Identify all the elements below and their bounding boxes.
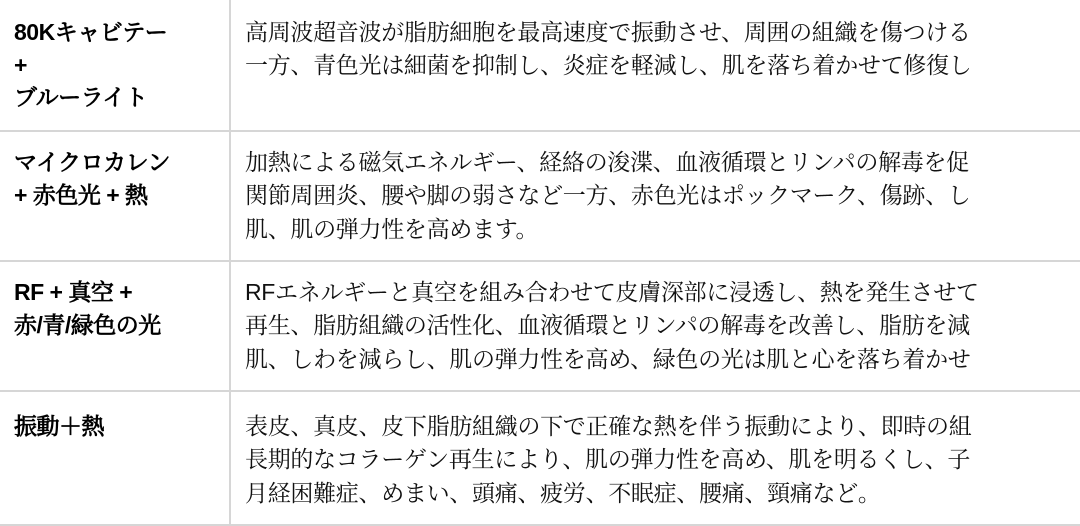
description-line: 一方、青色光は細菌を抑制し、炎症を軽減し、肌を落ち着かせて修復し [245,52,972,79]
row-description-cell [230,261,1080,391]
description-line: 肌、しわを減らし、肌の弾力性を高め、緑色の光は肌と心を落ち着かせ [245,345,971,372]
description-line: 関節周囲炎、腰や脚の弱さなど一方、赤色光はポックマーク、傷跡、し [245,182,971,209]
row-description-cell [230,131,1080,261]
term-line: 振動＋熱 [14,413,104,440]
row-term-cell [0,261,230,391]
description-line: 加熱による磁気エネルギー、経絡の浚渫、血液循環とリンパの解毒を促 [245,148,969,175]
table-row [0,131,1080,261]
term-line: + 赤色光 + 熱 [14,181,148,208]
table-row [0,391,1080,525]
description-line: 再生、脂肪組織の活性化、血液循環とリンパの解毒を改善し、脂肪を減 [245,312,970,339]
row-description-cell [230,391,1080,525]
description-line: 表皮、真皮、皮下脂肪組織の下で正確な熱を伴う振動により、即時の組 [245,413,972,440]
term-line: + [14,51,27,78]
table-row [0,0,1080,131]
term-line: マイクロカレン [14,148,171,175]
term-line: 80Kキャビテー [14,19,168,45]
description-line: 肌、肌の弾力性を高めます。 [245,215,539,242]
term-line: 赤/青/緑色の光 [14,311,161,338]
description-line: RFエネルギーと真空を組み合わせて皮膚深部に浸透し、熱を発生させて [245,279,979,305]
row-term-cell [0,391,230,525]
row-term-cell [0,0,230,131]
description-line: 長期的なコラーゲン再生により、肌の弾力性を高め、肌を明るくし、子 [245,446,971,473]
term-line: ブルーライト [14,84,148,111]
description-line: 月経困難症、めまい、頭痛、疲労、不眠症、腰痛、頸痛など。 [245,479,881,506]
description-line: 高周波超音波が脂肪細胞を最高速度で振動させ、周囲の組織を傷つける [245,19,971,45]
term-line: RF + 真空 + [14,279,133,305]
row-term-cell [0,131,230,261]
row-description-cell [230,0,1080,131]
table-row [0,261,1080,391]
